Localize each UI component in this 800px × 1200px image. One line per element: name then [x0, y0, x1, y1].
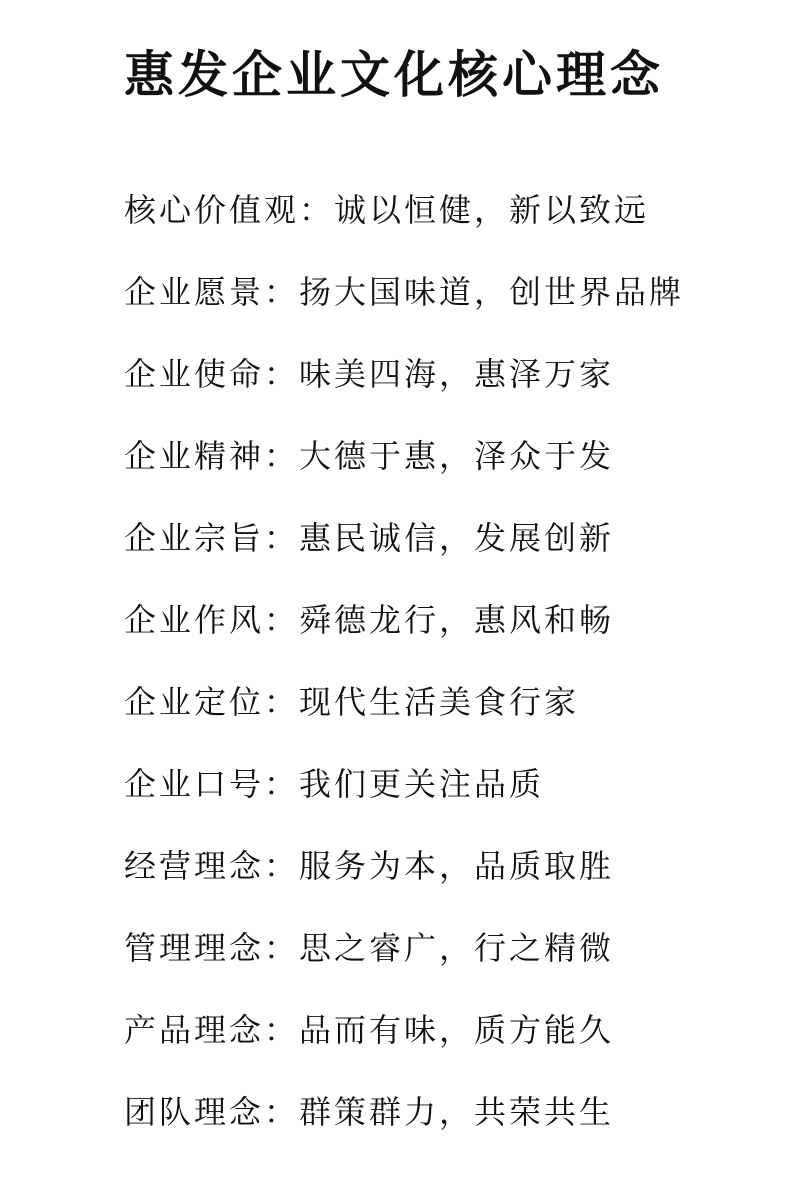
page-title: 惠发企业文化核心理念 — [124, 46, 664, 104]
item-label: 企业口号 — [124, 765, 265, 803]
culture-list — [124, 190, 684, 1174]
list-item — [124, 190, 684, 272]
item-value: 服务为本，品质取胜 — [299, 847, 615, 885]
item-value: 现代生活美食行家 — [299, 683, 580, 721]
item-value: 诚以恒健，新以致远 — [334, 191, 650, 229]
list-item — [124, 354, 684, 436]
item-separator: ： — [264, 519, 300, 557]
list-item — [124, 928, 684, 1010]
item-separator: ： — [264, 683, 300, 721]
list-item — [124, 764, 684, 846]
item-separator: ： — [264, 847, 300, 885]
item-label: 企业宗旨 — [124, 519, 265, 557]
item-label: 企业作风 — [124, 601, 265, 639]
item-separator: ： — [264, 437, 300, 475]
item-value: 扬大国味道，创世界品牌 — [299, 273, 685, 311]
item-separator: ： — [264, 273, 300, 311]
item-separator: ： — [264, 765, 300, 803]
list-item — [124, 1010, 684, 1092]
item-label: 经营理念 — [124, 847, 265, 885]
item-separator: ： — [264, 1093, 300, 1131]
item-separator: ： — [264, 355, 300, 393]
item-value: 舜德龙行，惠风和畅 — [299, 601, 615, 639]
list-item — [124, 600, 684, 682]
list-item — [124, 436, 684, 518]
item-value: 品而有味，质方能久 — [299, 1011, 615, 1049]
list-item — [124, 682, 684, 764]
list-item — [124, 846, 684, 928]
item-separator: ： — [264, 929, 300, 967]
item-label: 核心价值观 — [124, 191, 300, 229]
item-value: 惠民诚信，发展创新 — [299, 519, 615, 557]
item-value: 思之睿广，行之精微 — [299, 929, 615, 967]
item-label: 企业精神 — [124, 437, 265, 475]
item-label: 企业愿景 — [124, 273, 265, 311]
list-item — [124, 272, 684, 354]
item-value: 味美四海，惠泽万家 — [299, 355, 615, 393]
list-item — [124, 1092, 684, 1174]
item-label: 产品理念 — [124, 1011, 265, 1049]
item-separator: ： — [299, 191, 335, 229]
item-label: 企业使命 — [124, 355, 265, 393]
item-value: 我们更关注品质 — [299, 765, 545, 803]
item-label: 企业定位 — [124, 683, 265, 721]
item-value: 大德于惠，泽众于发 — [299, 437, 615, 475]
item-separator: ： — [264, 601, 300, 639]
item-value: 群策群力，共荣共生 — [299, 1093, 615, 1131]
list-item — [124, 518, 684, 600]
item-separator: ： — [264, 1011, 300, 1049]
item-label: 团队理念 — [124, 1093, 265, 1131]
item-label: 管理理念 — [124, 929, 265, 967]
